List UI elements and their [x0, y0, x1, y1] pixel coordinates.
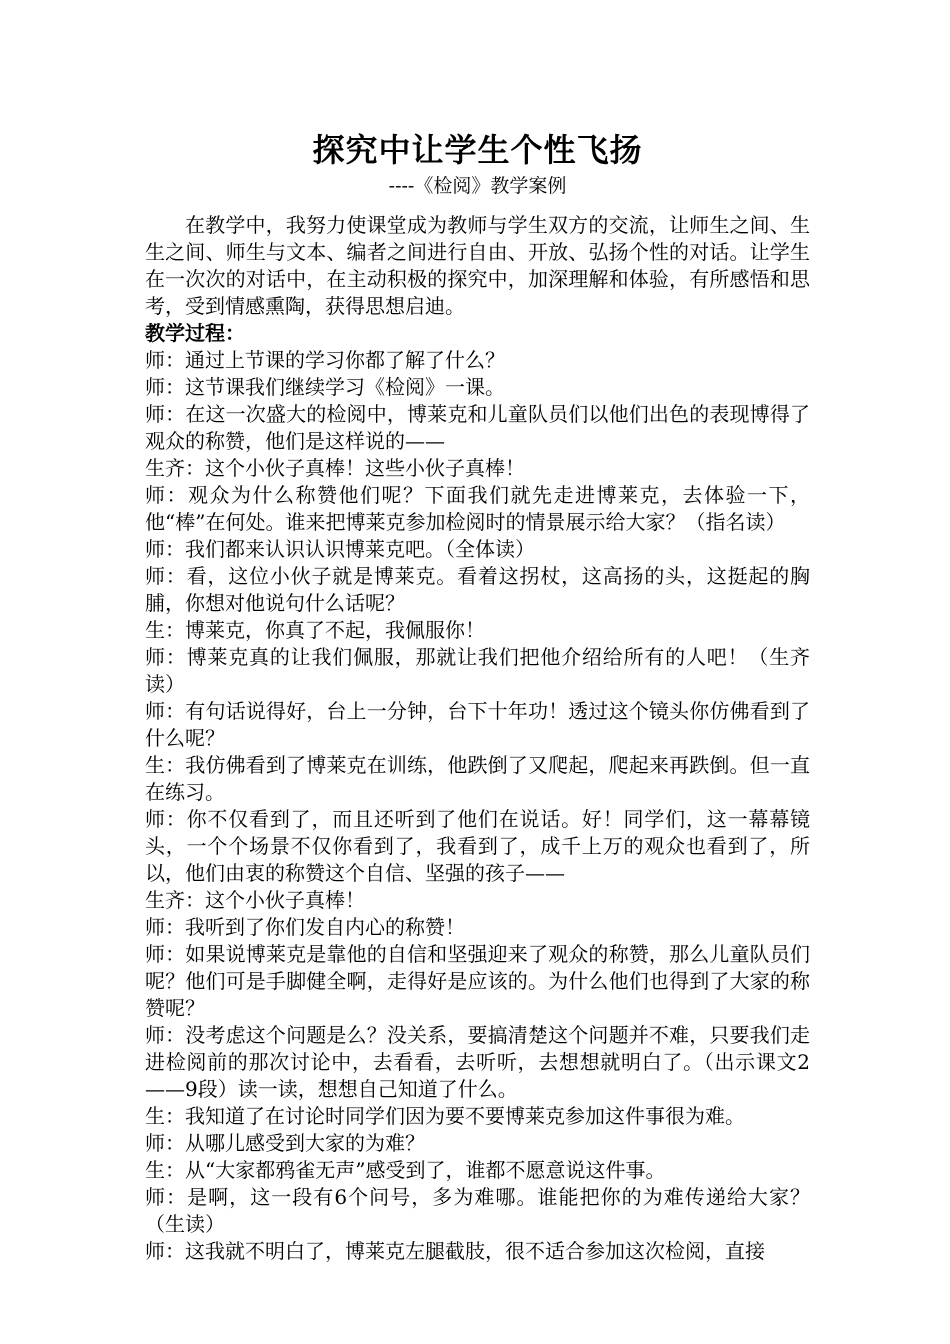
dialogue-line: 师：我听到了你们发自内心的称赞！	[145, 915, 465, 939]
dialogue-line: 师：这我就不明白了，博莱克左腿截肢，很不适合参加这次检阅，直接	[145, 1239, 765, 1263]
dialogue-line: 生：从“大家都鸦雀无声”感受到了，谁都不愿意说这件事。	[145, 1158, 666, 1182]
dialogue-line: 师：通过上节课的学习你都了解了什么？	[145, 348, 505, 372]
section-heading: 教学过程：	[145, 321, 245, 345]
dialogue-line: 师：如果说博莱克是靠他的自信和坚强迎来了观众的称赞，那么儿童队员们呢？他们可是手脚健全啊，走得好是应该的。为什么他们也得到了大家的称赞呢？	[145, 942, 810, 1020]
intro-paragraph: 在教学中，我努力使课堂成为教师与学生双方的交流，让师生之间、生生之间、师生与文本、编者之间进行自由、开放、弘扬个性的对话。让学生在一次次的对话中，在主动积极的探究中，加深理解和体验，有所感悟和思考，受到情感熏陶，获得思想启迪。	[145, 213, 810, 318]
dialogue-line: 师：没考虑这个问题是么？没关系，要搞清楚这个问题并不难，只要我们走进检阅前的那次讨论中，去看看，去听听，去想想就明白了。（出示课文2——9段）读一读，想想自己知道了什么。	[145, 1023, 810, 1101]
dialogue-line: 师：我们都来认识认识博莱克吧。（全体读）	[145, 537, 535, 561]
dialogue-line: 生：博莱克，你真了不起，我佩服你！	[145, 618, 485, 642]
dialogue-line: 生：我知道了在讨论时同学们因为要不要博莱克参加这件事很为难。	[145, 1104, 745, 1128]
dialogue-line: 师：有句话说得好，台上一分钟，台下十年功！透过这个镜头你仿佛看到了什么呢？	[145, 699, 810, 750]
dialogue-line: 师：在这一次盛大的检阅中，博莱克和儿童队员们以他们出色的表现博得了观众的称赞，他们是这样说的——	[145, 402, 810, 453]
dialogue-line: 师：从哪儿感受到大家的为难？	[145, 1131, 425, 1155]
dialogue-line: 师：观众为什么称赞他们呢？下面我们就先走进博莱克，去体验一下，他“棒”在何处。谁来把博莱克参加检阅时的情景展示给大家？（指名读）	[145, 483, 810, 534]
document-title: 探究中让学生个性飞扬	[312, 131, 643, 169]
dialogue-line: 师：是啊，这一段有6个问号，多为难哪。谁能把你的为难传递给大家？（生读）	[145, 1185, 810, 1236]
dialogue-line: 师：这节课我们继续学习《检阅》一课。	[145, 375, 505, 399]
dialogue-line: 生齐：这个小伙子真棒！	[145, 888, 365, 912]
dialogue-line: 生：我仿佛看到了博莱克在训练，他跌倒了又爬起，爬起来再跌倒。但一直在练习。	[145, 753, 810, 804]
dialogue-line: 师：看，这位小伙子就是博莱克。看着这拐杖，这高扬的头，这挺起的胸脯，你想对他说句什么话呢？	[145, 564, 810, 615]
dialogue-line: 生齐：这个小伙子真棒！这些小伙子真棒！	[145, 456, 525, 480]
dialogue-line: 师：博莱克真的让我们佩服，那就让我们把他介绍给所有的人吧！（生齐读）	[145, 645, 810, 696]
document-subtitle: ----《检阅》教学案例	[388, 175, 567, 197]
document-page	[145, 128, 810, 1265]
dialogue-line: 师：你不仅看到了，而且还听到了他们在说话。好！同学们，这一幕幕镜头，一个个场景不仅你看到了，我看到了，成千上万的观众也看到了，所以，他们由衷的称赞这个自信、坚强的孩子——	[145, 807, 810, 885]
dialogue-lines	[145, 347, 810, 1265]
